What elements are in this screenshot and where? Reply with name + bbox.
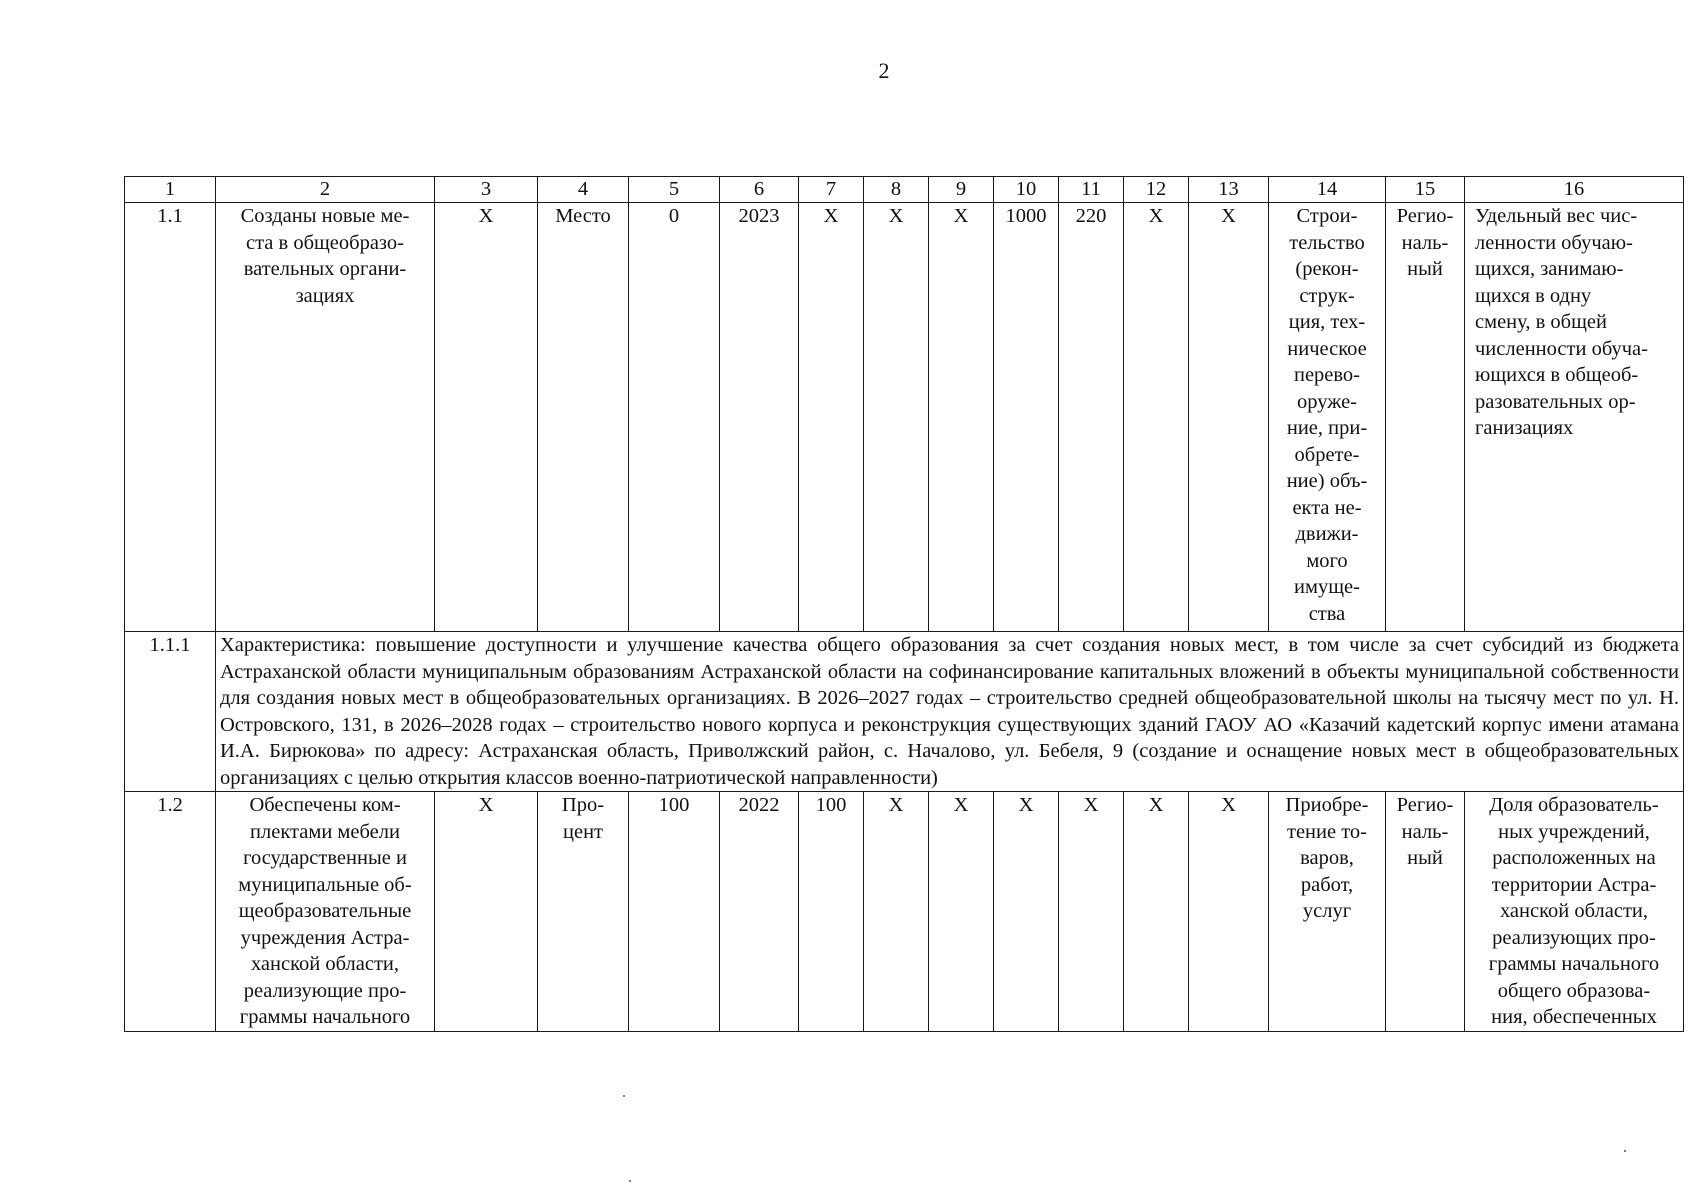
data-table: [124, 176, 1684, 1032]
cell-col-9: Х: [929, 203, 994, 632]
header-cell: 1: [125, 177, 216, 203]
level-cell: Регио- наль- ный: [1386, 792, 1465, 1032]
row-number: 1.1.1: [125, 632, 216, 792]
base-year-cell: 2023: [720, 203, 799, 632]
cell-col-10: 1000: [994, 203, 1059, 632]
table-row-1-2: [125, 792, 1684, 1032]
table-row-1-1-1: [125, 632, 1684, 792]
result-name: Созданы новые ме- ста в общеобразо- вательных органи- зациях: [216, 203, 435, 632]
cell-col-10: Х: [994, 792, 1059, 1032]
cell-col-8: Х: [864, 792, 929, 1032]
type-cell: Строи- тельство (рекон- струк- ция, тех- ническое перево- оруже- ние, при- обрете- ние) объ- екта не- движи- мого имуще- ства: [1269, 203, 1386, 632]
header-cell: 16: [1465, 177, 1684, 203]
scan-speck: [629, 1180, 631, 1182]
header-cell: 14: [1269, 177, 1386, 203]
result-name: Обеспечены ком- плектами мебели государственные и муниципальные об- щеобразовательные учреждения Астра- ханской области, реализующие про- граммы начального: [216, 792, 435, 1032]
header-cell: 4: [538, 177, 629, 203]
indicator-cell: Доля образователь- ных учреждений, расположенных на территории Астра- ханской области, реализующих про- граммы начального общего образова- ния, обеспеченных: [1465, 792, 1684, 1032]
header-cell: 11: [1059, 177, 1124, 203]
cell-col-9: Х: [929, 792, 994, 1032]
scan-speck: [623, 1095, 625, 1097]
cell-col-13: Х: [1189, 792, 1269, 1032]
base-year-cell: 2022: [720, 792, 799, 1032]
cell-col-12: Х: [1124, 203, 1189, 632]
row-number: 1.1: [125, 203, 216, 632]
cell-col-13: Х: [1189, 203, 1269, 632]
header-cell: 13: [1189, 177, 1269, 203]
cell-col-12: Х: [1124, 792, 1189, 1032]
header-cell: 2: [216, 177, 435, 203]
table-row-1-1: [125, 203, 1684, 632]
header-cell: 9: [929, 177, 994, 203]
header-cell: 5: [629, 177, 720, 203]
cell-col-3: Х: [435, 203, 538, 632]
table-header-row: [125, 177, 1684, 203]
header-cell: 12: [1124, 177, 1189, 203]
header-cell: 3: [435, 177, 538, 203]
cell-col-11: 220: [1059, 203, 1124, 632]
unit-cell: Про- цент: [538, 792, 629, 1032]
header-cell: 6: [720, 177, 799, 203]
level-cell: Регио- наль- ный: [1386, 203, 1465, 632]
cell-col-3: Х: [435, 792, 538, 1032]
cell-col-11: Х: [1059, 792, 1124, 1032]
characteristic-text: Характеристика: повышение доступности и улучшение качества общего образования за счет создания новых мест, в том числе за счет субсидий из бюджета Астраханской области муниципальным образованиям Астраханской области на софинансирование капитальных вложений в объекты муниципальной собственности для создания новых мест в общеобразовательных организациях. В 2026–2027 годах – строительство средней общеобразовательной школы на тысячу мест по ул. Н. Островского, 131, в 2026–2028 годах – строительство нового корпуса и реконструкция существующих зданий ГАОУ АО «Казачий кадетский корпус имени атамана И.А. Бирюкова» по адресу: Астраханская область, Приволжский район, с. Началово, ул. Бебеля, 9 (создание и оснащение новых мест в общеобразовательных организациях с целью открытия классов военно-патриотической направленности): [216, 632, 1684, 792]
indicator-cell: Удельный вес чис- ленности обучаю- щихся, занимаю- щихся в одну смену, в общей численности обуча- ющихся в общеоб- разовательных ор- ганизациях: [1465, 203, 1684, 632]
header-cell: 15: [1386, 177, 1465, 203]
type-cell: Приобре- тение то- варов, работ, услуг: [1269, 792, 1386, 1032]
cell-col-7: 100: [799, 792, 864, 1032]
scan-speck: [1624, 1150, 1626, 1152]
unit-cell: Место: [538, 203, 629, 632]
header-cell: 7: [799, 177, 864, 203]
base-value-cell: 0: [629, 203, 720, 632]
row-number: 1.2: [125, 792, 216, 1032]
page-number: 2: [878, 58, 890, 83]
header-cell: 10: [994, 177, 1059, 203]
cell-col-8: Х: [864, 203, 929, 632]
header-cell: 8: [864, 177, 929, 203]
base-value-cell: 100: [629, 792, 720, 1032]
cell-col-7: Х: [799, 203, 864, 632]
